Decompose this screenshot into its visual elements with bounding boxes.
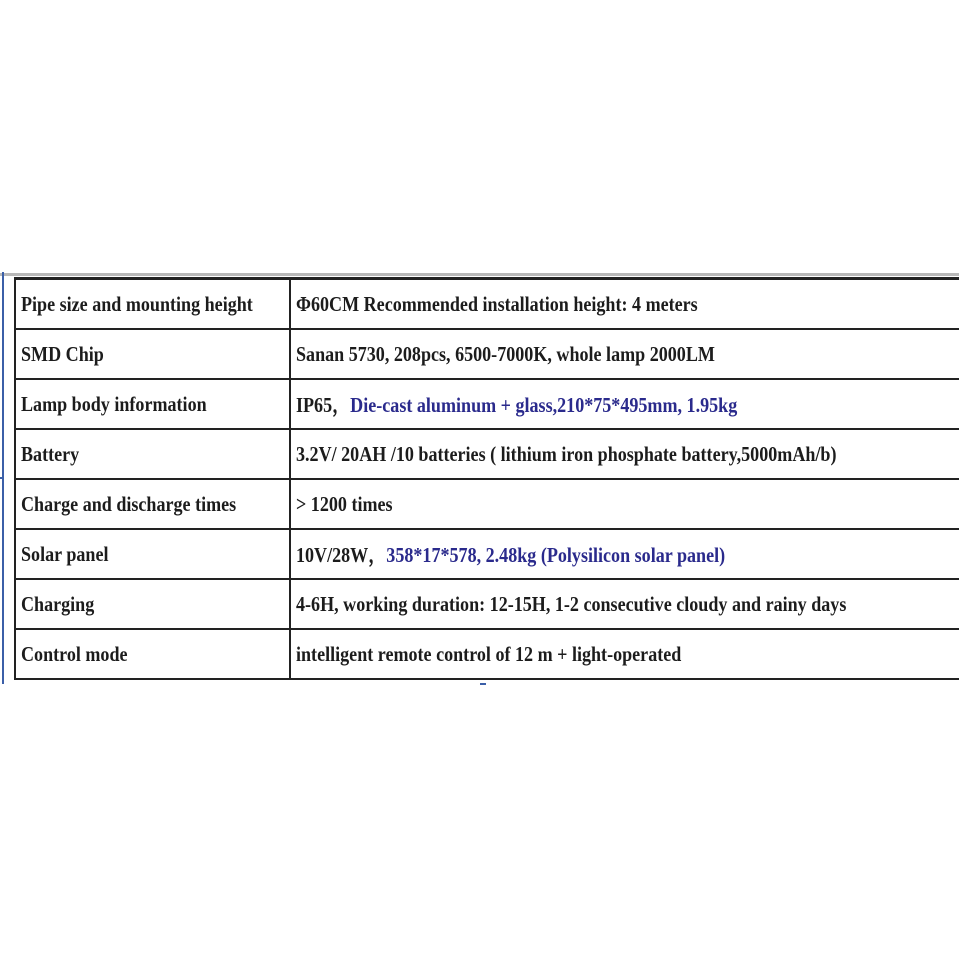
table-row xyxy=(15,429,959,479)
spec-value: 3.2V/ 20AH /10 batteries ( lithium iron phosphate battery,5000mAh/b) xyxy=(290,429,959,479)
spec-label: Control mode xyxy=(15,629,290,679)
table-row xyxy=(15,279,959,330)
left-margin-tick xyxy=(0,477,4,479)
table-top-shadow xyxy=(0,273,959,276)
spec-label: Solar panel xyxy=(15,529,290,579)
spec-label: SMD Chip xyxy=(15,329,290,379)
table-row xyxy=(15,629,959,679)
spec-label: Battery xyxy=(15,429,290,479)
spec-value: Sanan 5730, 208pcs, 6500-7000K, whole lamp 2000LM xyxy=(290,329,959,379)
table-row xyxy=(15,329,959,379)
spec-label: Charge and discharge times xyxy=(15,479,290,529)
table-row xyxy=(15,579,959,629)
spec-value: intelligent remote control of 12 m + light-operated xyxy=(290,629,959,679)
spec-value: IP65，Die-cast aluminum + glass,210*75*495mm, 1.95kg xyxy=(290,379,959,429)
table-row xyxy=(15,479,959,529)
spec-label: Lamp body information xyxy=(15,379,290,429)
spec-value: 4-6H, working duration: 12-15H, 1-2 consecutive cloudy and rainy days xyxy=(290,579,959,629)
spec-table xyxy=(14,277,959,680)
spec-value: > 1200 times xyxy=(290,479,959,529)
spec-value: 10V/28W，358*17*578, 2.48kg (Polysilicon solar panel) xyxy=(290,529,959,579)
spec-value: Φ60CM Recommended installation height: 4 meters xyxy=(290,279,959,330)
table-row xyxy=(15,529,959,579)
spec-label: Pipe size and mounting height xyxy=(15,279,290,330)
table-row xyxy=(15,379,959,429)
bottom-margin-tick xyxy=(480,683,486,685)
spec-label: Charging xyxy=(15,579,290,629)
